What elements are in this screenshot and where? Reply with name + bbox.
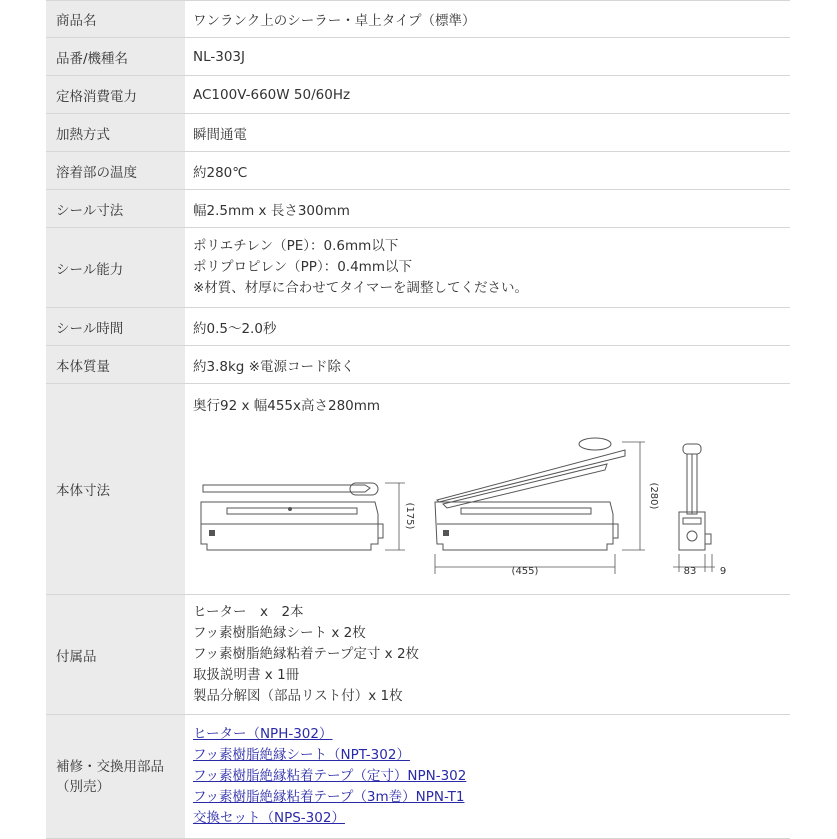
row-value: ワンランク上のシーラー・卓上タイプ（標準） [193, 13, 476, 29]
row-value: 幅2.5mm x 長さ300mm [193, 202, 350, 219]
row-label: 品番/機種名 [46, 38, 185, 75]
depth-extra-label: 9 [719, 566, 727, 577]
accessory-item: ヒーター x 2本 [193, 604, 304, 620]
spec-row-weight [46, 346, 790, 384]
spec-table [46, 0, 790, 839]
width-label: (455) [511, 566, 539, 577]
spec-row-seal-capacity [46, 228, 790, 308]
row-label: 商品名 [46, 1, 185, 37]
row-label: 本体寸法 [46, 384, 185, 594]
accessory-item: 製品分解図（部品リスト付）x 1枚 [193, 688, 403, 704]
accessory-item: 取扱説明書 x 1冊 [193, 667, 300, 683]
row-label [46, 715, 185, 838]
part-link-tape-fixed[interactable]: フッ素樹脂絶縁粘着テープ（定寸）NPN-302 [193, 768, 467, 784]
capacity-line: ポリプロピレン（PP）：0.4mm以下 [193, 259, 412, 275]
spec-row-heating [46, 114, 790, 152]
row-value: 約3.8kg ※電源コード除く [193, 358, 355, 375]
row-value: 瞬間通電 [193, 126, 247, 143]
open-sealer-drawing [435, 438, 645, 574]
row-label: 定格消費電力 [46, 76, 185, 113]
parts-label-line: （別売） [56, 778, 110, 795]
spec-row-model [46, 38, 790, 76]
row-value: 約0.5～2.0秒 [193, 320, 277, 337]
row-label: 加熱方式 [46, 114, 185, 151]
height-closed-label: (175) [404, 502, 415, 530]
part-link-tape-roll[interactable]: フッ素樹脂絶縁粘着テープ（3m巻）NPN-T1 [193, 789, 465, 805]
depth-label: 83 [683, 566, 697, 577]
spec-row-replacement-parts [46, 715, 790, 839]
row-value [185, 228, 790, 307]
row-label: 本体質量 [46, 346, 185, 383]
row-value: AC100V-660W 50/60Hz [193, 86, 351, 103]
dimensions-value [185, 384, 790, 594]
part-link-heater[interactable]: ヒーター（NPH-302） [193, 726, 333, 742]
product-dimension-drawing [185, 384, 790, 595]
spec-row-seal-size [46, 190, 790, 228]
spec-row-dimensions [46, 384, 790, 595]
row-value: 約280℃ [193, 164, 248, 181]
parts-links [185, 715, 790, 838]
front-view-drawing [673, 444, 715, 572]
spec-row-product-name [46, 0, 790, 38]
row-label: シール時間 [46, 308, 185, 345]
accessory-item: フッ素樹脂絶縁シート x 2枚 [193, 625, 366, 641]
parts-label-line: 補修・交換用部品 [56, 758, 164, 775]
height-open-label: (280) [648, 482, 659, 510]
row-label: 溶着部の温度 [46, 152, 185, 189]
closed-sealer-drawing [201, 483, 405, 550]
spec-row-power [46, 76, 790, 114]
part-link-replacement-set[interactable]: 交換セット（NPS-302） [193, 810, 345, 826]
row-label: 付属品 [46, 595, 185, 714]
part-link-insulation-sheet[interactable]: フッ素樹脂絶縁シート（NPT-302） [193, 747, 410, 763]
row-value: NL-303J [193, 48, 246, 65]
dimensions-text: 奥行92 x 幅455x高さ280mm [193, 398, 381, 414]
spec-row-accessories [46, 595, 790, 715]
row-label: シール寸法 [46, 190, 185, 227]
spec-row-temperature [46, 152, 790, 190]
capacity-line: ポリエチレン（PE）：0.6mm以下 [193, 238, 399, 254]
spec-row-seal-time [46, 308, 790, 346]
accessory-item: フッ素樹脂絶縁粘着テープ定寸 x 2枚 [193, 646, 420, 662]
capacity-line: ※材質、材厚に合わせてタイマーを調整してください。 [193, 280, 529, 296]
row-label: シール能力 [46, 228, 185, 307]
accessories-value [185, 595, 790, 714]
